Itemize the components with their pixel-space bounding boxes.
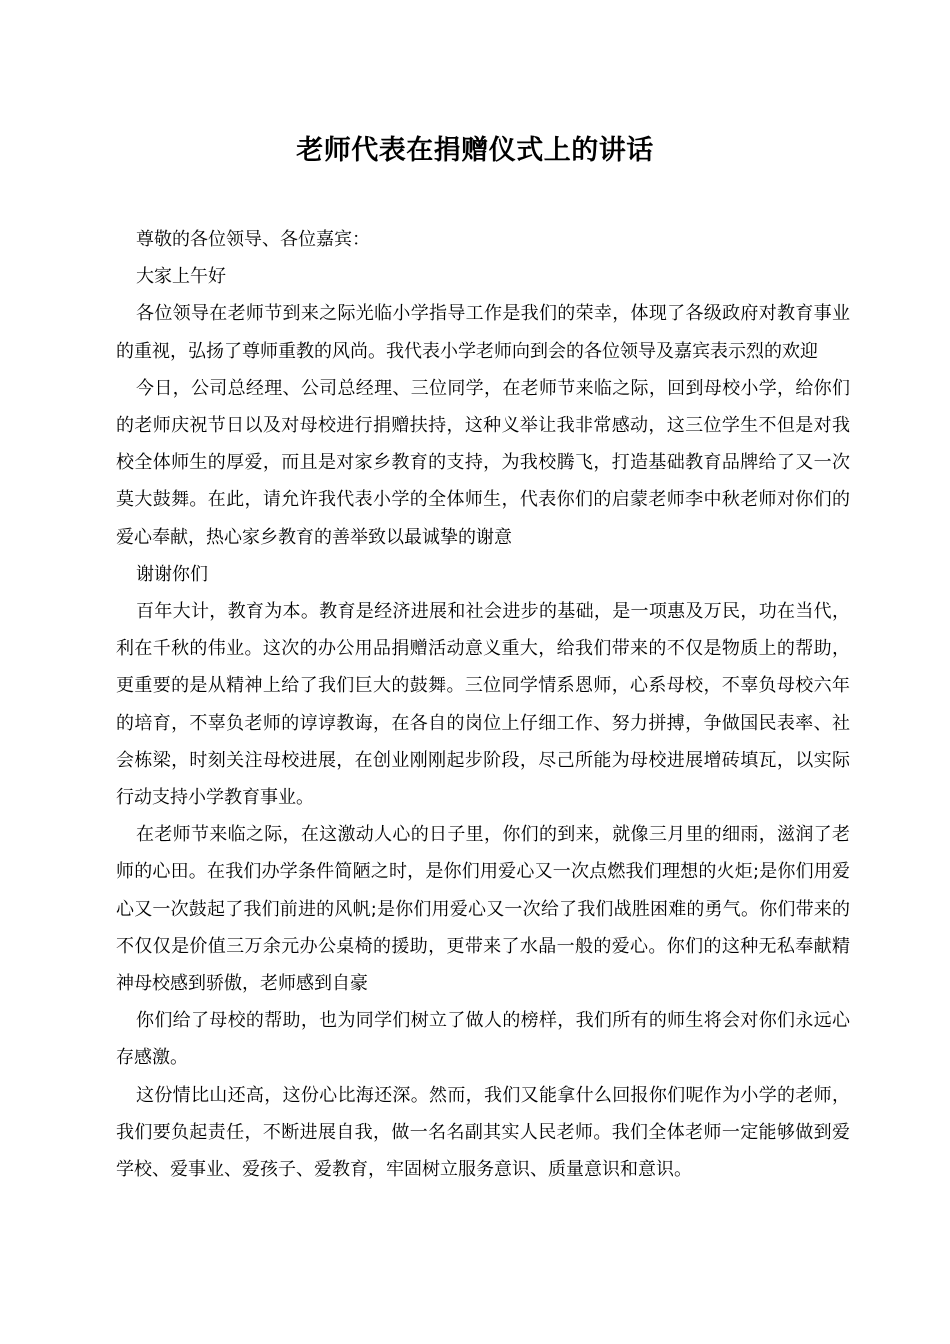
document-title: 老师代表在捐赠仪式上的讲话 [296,135,654,166]
paragraph: 在老师节来临之际，在这激动人心的日子里，你们的到来，就像三月里的细雨，滋润了老师的心田。在我们办学条件简陋之时，是你们用爱心又一次点燃我们理想的火炬;是你们用爱心又一次鼓起了我们前进的风帆;是你们用爱心又一次给了我们战胜困难的勇气。你们带来的不仅仅是价值三万余元办公桌椅的援助，更带来了水晶一般的爱心。你们的这种无私奉献精神母校感到骄傲，老师感到自豪 [116,824,850,995]
paragraph: 百年大计，教育为本。教育是经济进展和社会进步的基础，是一项惠及万民，功在当代，利在千秋的伟业。这次的办公用品捐赠活动意义重大，给我们带来的不仅是物质上的帮助，更重要的是从精神上给了我们巨大的鼓舞。三位同学情系恩师，心系母校，不辜负母校六年的培育，不辜负老师的谆谆教诲，在各自的岗位上仔细工作、努力拼搏，争做国民表率、社会栋梁，时刻关注母校进展，在创业刚刚起步阶段，尽己所能为母校进展增砖填瓦，以实际行动支持小学教育事业。 [116,601,850,809]
paragraph-salutation: 尊敬的各位领导、各位嘉宾： [136,229,370,250]
paragraph: 谢谢你们 [136,563,208,585]
paragraph: 今日，公司总经理、公司总经理、三位同学，在老师节来临之际，回到母校小学，给你们的老师庆祝节日以及对母校进行捐赠扶持，这种义举让我非常感动，这三位学生不但是对我校全体师生的厚爱，而且是对家乡教育的支持，为我校腾飞，打造基础教育品牌给了又一次莫大鼓舞。在此，请允许我代表小学的全体师生，代表你们的启蒙老师李中秋老师对你们的爱心奉献，热心家乡教育的善举致以最诚挚的谢意 [116,377,850,548]
paragraph: 你们给了母校的帮助，也为同学们树立了做人的榜样，我们所有的师生将会对你们永远心存感激。 [116,1010,850,1069]
paragraph-greeting: 大家上午好 [136,266,226,288]
document-body [116,221,850,1188]
paragraph: 这份情比山还高，这份心比海还深。然而，我们又能拿什么回报你们呢作为小学的老师，我们要负起责任，不断进展自我，做一名名副其实人民老师。我们全体老师一定能够做到爱学校、爱事业、爱孩子、爱教育，牢固树立服务意识、质量意识和意识。 [116,1084,850,1181]
paragraph: 各位领导在老师节到来之际光临小学指导工作是我们的荣幸，体现了各级政府对教育事业的重视，弘扬了尊师重教的风尚。我代表小学老师向到会的各位领导及嘉宾表示烈的欢迎 [116,303,850,362]
